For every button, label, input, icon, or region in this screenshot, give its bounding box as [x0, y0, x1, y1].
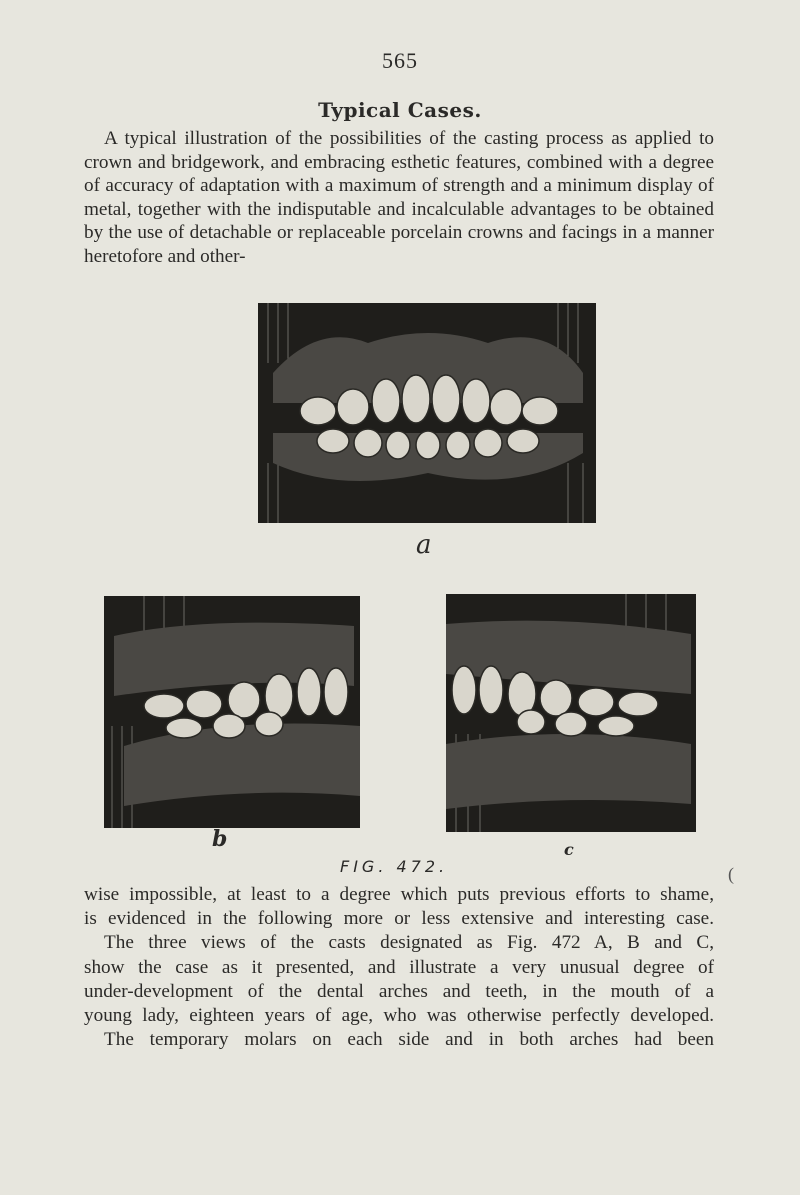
paragraph-line: The three views of the casts designated as Fig. 472 A, B and C, [104, 932, 714, 954]
paragraph-top: A typical illustration of the possibilities of the casting process as applied to crown and bridgework, and embracing esthetic features, combined with a degree of accuracy of adaptation with a maximum of strength and a minimum display of metal, together with the indisputable and incalculable advantages to be obtained by the use of detachable or replaceable porcelain crowns and facings in a manner heretofore and other- [84, 128, 714, 267]
dental-cast-illustration-b [104, 596, 360, 828]
paragraph-line: The temporary molars on each side and in both arches had been [104, 1029, 714, 1051]
paragraph-line: show the case as it presented, and illustrate a very unusual degree of [84, 956, 714, 978]
paragraph-line: under-development of the dental arches and teeth, in the mouth of a [84, 980, 714, 1002]
dental-cast-illustration-a [258, 303, 596, 523]
margin-mark: ( [728, 864, 734, 884]
paragraph-line: wise impossible, at least to a degree which puts previous efforts to shame, [84, 884, 714, 905]
figure-label-b: b [212, 826, 228, 852]
paragraph-bottom [84, 883, 714, 1052]
figure-label-a: a [416, 530, 432, 560]
dental-cast-illustration-c [446, 594, 696, 832]
paragraph-line: is evidenced in the following more or less extensive and interesting case. [84, 908, 714, 930]
figure-caption: FIG. 472. [340, 857, 449, 876]
page-number: 565 [382, 48, 418, 73]
figure-label-c: c [564, 840, 574, 859]
section-heading: Typical Cases. [318, 98, 482, 122]
paragraph-line: young lady, eighteen years of age, who was otherwise perfectly developed. [84, 1005, 714, 1027]
